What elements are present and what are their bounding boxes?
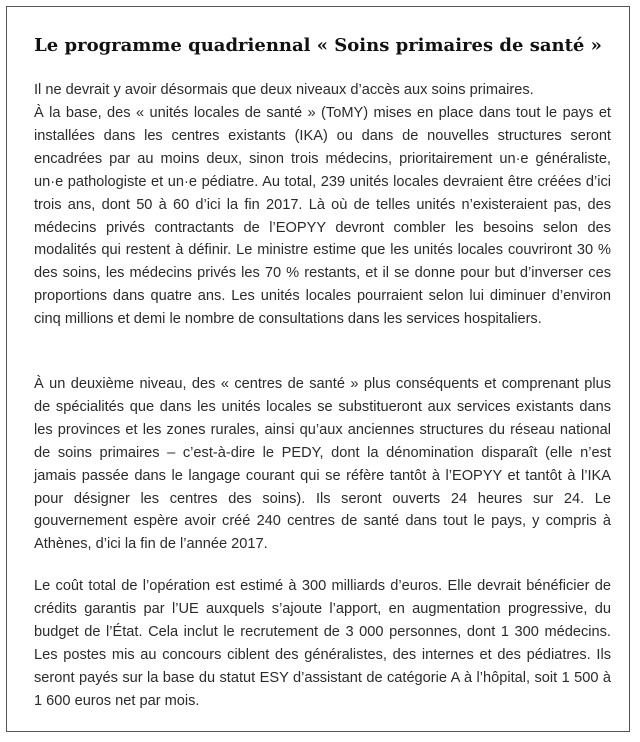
- article-title: Le programme quadriennal « Soins primaires de santé »: [34, 35, 602, 56]
- paragraph-health-centres: À un deuxième niveau, des « centres de santé » plus conséquents et comprenant plus de spécialités que dans les unités locales se substitueront aux services existants dans les provinces et les zones rurales, ainsi qu’aux anciennes structures du réseau national de soins primaires – c’est-à-dire le PEDY, dont la dénomination disparaît (elle n’est jamais passée dans le langage courant qui se réfère tantôt à l’EOPYY et tantôt à l’IKA pour désigner les centres des soins). Ils seront ouverts 24 heures sur 24. Le gouvernement espère avoir créé 240 centres de santé dans tout le pays, y compris à Athènes, d’ici la fin de l’année 2017.: [34, 376, 611, 553]
- paragraph-cost: Le coût total de l’opération est estimé à 300 milliards d’euros. Elle devrait bénéficier de crédits garantis par l’UE auxquels s’ajoute l’apport, en augmentation progressive, du budget de l’État. Cela inclut le recrutement de 3 000 personnes, dont 1 300 médecins. Les postes mis au concours ciblent des généralistes, des internes et des pédiatres. Ils seront payés sur la base du statut ESY d’assistant de catégorie A à l’hôpital, soit 1 500 à 1 600 euros net par mois.: [34, 578, 611, 709]
- article-box: [6, 6, 630, 732]
- paragraph-local-units: À la base, des « unités locales de santé » (ToMY) mises en place dans tout le pays et installées dans les centres existants (IKA) ou dans de nouvelles structures seront encadrées par au moins deux, sinon trois médecins, prioritairement un·e généraliste, un·e pathologiste et un·e pédiatre. Au total, 239 unités locales devraient être créées d’ici trois ans, dont 50 à 60 d’ici la fin 2017. Là où de telles unités n’existeraient pas, des médecins privés contractants de l’EOPYY devront combler les besoins selon des modalités qui restent à définir. Le ministre estime que les unités locales couvriront 30 % des soins, les médecins privés les 70 % restants, et il se donne pour but d’inverser ces proportions dans quatre ans. Les unités locales pourraient selon lui diminuer d’environ cinq millions et demi le nombre de consultations dans les services hospitaliers.: [34, 105, 611, 328]
- paragraph-intro: Il ne devrait y avoir désormais que deux niveaux d’accès aux soins primaires.: [34, 82, 534, 98]
